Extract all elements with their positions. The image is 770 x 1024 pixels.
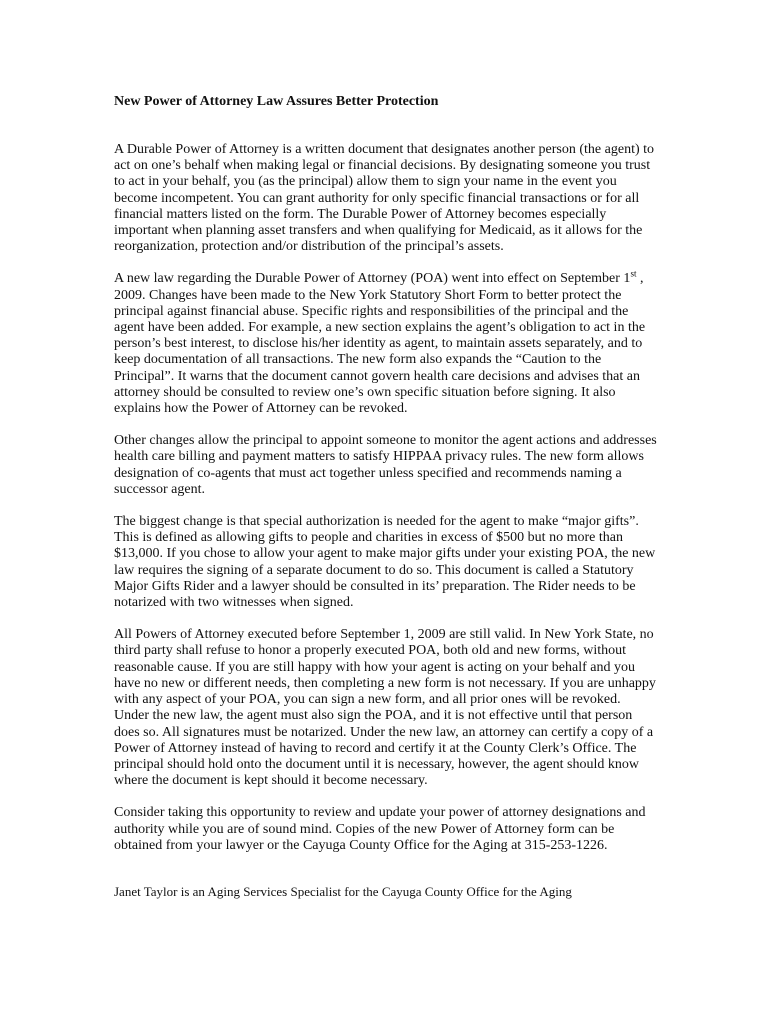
paragraph-definition: A Durable Power of Attorney is a written document that designates another person (the agent) to act on one’s behalf when making legal or financial decisions. By designating someone you trust to act in your behalf, you (as the principal) allow them to sign your name in the event you become incompetent. You can grant authority for only specific financial transactions or for all financial matters listed on the form. The Durable Power of Attorney becomes especially important when planning asset transfers and when qualifying for Medicaid, as it allows for the reorganization, protection and/or distribution of the principal’s assets. xyxy=(114,142,655,255)
ordinal-suffix: st xyxy=(630,268,637,279)
paragraph-call-to-action: Consider taking this opportunity to review and update your power of attorney designations and authority while you are of sound mind. Copies of the new Power of Attorney form can be obtained from your lawyer or the Cayuga County Office for the Aging at 315-253-1226. xyxy=(114,805,646,853)
document-title: New Power of Attorney Law Assures Better Protection xyxy=(114,94,439,109)
document-page xyxy=(114,94,659,899)
paragraph-new-law-rest: , 2009. Changes have been made to the New York Statutory Short Form to better protect the principal against financial abuse. Specific rights and responsibilities of the principal and the agent have been added. For example, a new section explains the agent’s obligation to act in the person’s best interest, to disclose his/her identity as agent, to maintain assets separately, and to keep documentation of all transactions. The new form also expands the “Caution to the Principal”. It warns that the document cannot govern health care decisions and advises that an attorney should be consulted to review one’s own specific situation before signing. It also explains how the Power of Attorney can be revoked. xyxy=(114,271,646,417)
paragraph-major-gifts: The biggest change is that special authorization is needed for the agent to make “major gifts”. This is defined as allowing gifts to people and charities in excess of $500 but no more than $13,000. If you chose to allow your agent to make major gifts under your existing POA, the new law requires the signing of a separate document to do so. This document is called a Statutory Major Gifts Rider and a lawyer should be consulted in its’ preparation. The Rider needs to be notarized with two witnesses when signed. xyxy=(114,514,656,611)
paragraph-new-law xyxy=(114,268,659,417)
paragraph-validity: All Powers of Attorney executed before September 1, 2009 are still valid. In New York State, no third party shall refuse to honor a properly executed POA, both old and new forms, without reasonable cause. If you are still happy with how your agent is acting on your behalf and you have no new or different needs, then completing a new form is not necessary. If you are unhappy with any aspect of your POA, you can sign a new form, and all prior ones will be revoked. Under the new law, the agent must also sign the POA, and it is not effective until that person does so. All signatures must be notarized. Under the new law, an attorney can certify a copy of a Power of Attorney instead of having to record and certify it at the County Clerk’s Office. The principal should hold onto the document until it is necessary, however, the agent should know where the document is kept should it become necessary. xyxy=(114,627,656,789)
author-byline: Janet Taylor is an Aging Services Specialist for the Cayuga County Office for the Aging xyxy=(114,883,572,899)
paragraph-other-changes: Other changes allow the principal to appoint someone to monitor the agent actions and addresses health care billing and payment matters to satisfy HIPPAA privacy rules. The new form allows designation of co-agents that must act together unless specified and recommends naming a successor agent. xyxy=(114,433,657,497)
paragraph-new-law-start: A new law regarding the Durable Power of Attorney (POA) went into effect on September 1 xyxy=(114,271,631,287)
